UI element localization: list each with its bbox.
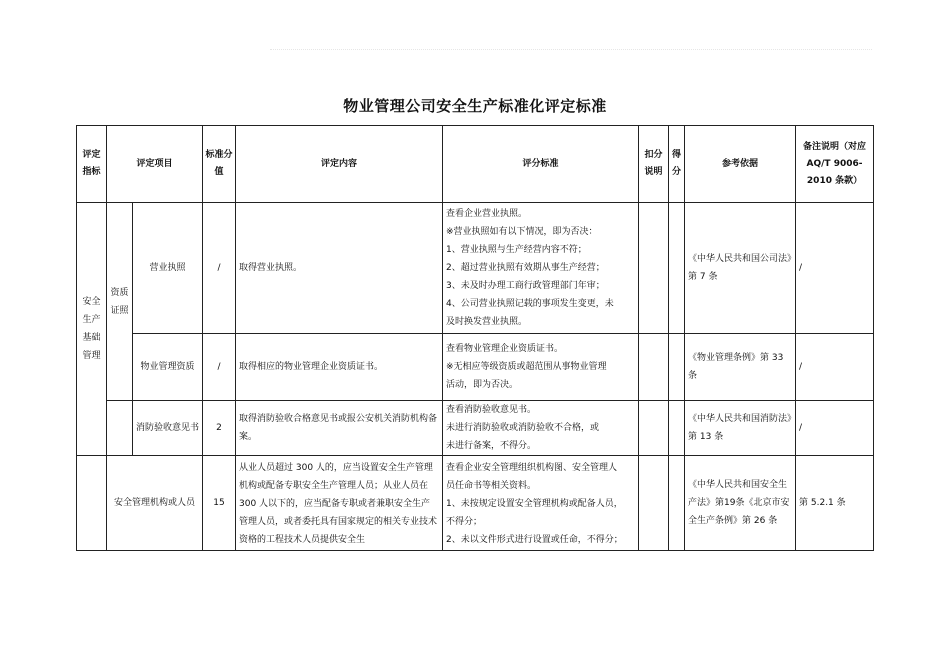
- score-cell: [669, 456, 685, 551]
- remark-cell: 第 5.2.1 条: [796, 456, 874, 551]
- criteria-line: 3、未及时办理工商行政管理部门年审；: [446, 281, 605, 291]
- reference-cell: 《中华人民共和国公司法》第 7 条: [685, 203, 796, 334]
- criteria-line: 及时换发营业执照。: [446, 317, 528, 327]
- criteria-line: 1、营业执照与生产经营内容不符；: [446, 245, 587, 255]
- criteria-cell: [443, 203, 639, 334]
- criteria-line: 不得分；: [446, 517, 483, 527]
- table-row: [77, 401, 874, 456]
- criteria-line: 查看物业管理企业资质证书。: [446, 344, 564, 354]
- criteria-line: 查看企业安全管理组织机构图、安全管理人: [446, 463, 618, 473]
- criteria-line: 4、公司营业执照记载的事项发生变更，未: [446, 299, 614, 309]
- criteria-line: 1、未按规定设置安全管理机构或配备人员，: [446, 499, 623, 509]
- criteria-line: 查看企业营业执照。: [446, 209, 528, 219]
- reference-cell: 《中华人民共和国消防法》第 13 条: [685, 401, 796, 456]
- header-score: 得分: [669, 126, 685, 203]
- blank-cell: [107, 401, 133, 456]
- header-deduct: 扣分说明: [639, 126, 669, 203]
- remark-cell: /: [796, 401, 874, 456]
- content-cell: 取得营业执照。: [236, 203, 443, 334]
- criteria-line: 员任命书等相关资料。: [446, 481, 537, 491]
- header-remark: 备注说明（对应 AQ/T 9006-2010 条款）: [796, 126, 874, 203]
- blank-cell: [77, 456, 107, 551]
- std-score-cell: /: [203, 334, 236, 401]
- table-row: [77, 203, 874, 334]
- header-rule: [270, 49, 872, 50]
- criteria-line: 查看消防验收意见书。: [446, 405, 537, 415]
- criteria-line: 未进行消防验收或消防验收不合格，或: [446, 423, 600, 433]
- header-content: 评定内容: [236, 126, 443, 203]
- item-cell: 消防验收意见书: [133, 401, 203, 456]
- header-std-score: 标准分值: [203, 126, 236, 203]
- item-cell: 安全管理机构或人员: [107, 456, 203, 551]
- content-cell: 从业人员超过 300 人的，应当设置安全生产管理机构或配备专职安全生产管理人员；从业人员在 300 人以下的，应当配备专职或者兼职安全生产管理人员，或者委托具有国家规定的相关专业技术资格的工程技术人员提供安全生: [236, 456, 443, 551]
- deduct-cell: [639, 401, 669, 456]
- criteria-cell: [443, 401, 639, 456]
- reference-cell: 《中华人民共和国安全生产法》第19条《北京市安全生产条例》第 26 条: [685, 456, 796, 551]
- header-item: 评定项目: [107, 126, 203, 203]
- criteria-cell: [443, 334, 639, 401]
- remark-cell: /: [796, 203, 874, 334]
- criteria-cell: [443, 456, 639, 551]
- score-cell: [669, 203, 685, 334]
- reference-cell: 《物业管理条例》第 33 条: [685, 334, 796, 401]
- criteria-line: ※无相应等级资质或超范围从事物业管理: [446, 362, 607, 372]
- table-row: [77, 456, 874, 551]
- sub-indicator-cell: 资质证照: [107, 203, 133, 401]
- criteria-line: 活动，即为否决。: [446, 380, 519, 390]
- criteria-line: 2、未以文件形式进行设置或任命，不得分；: [446, 535, 623, 545]
- table-row: [77, 334, 874, 401]
- indicator-cell: 安全生产基础管理: [77, 203, 107, 456]
- item-cell: 物业管理资质: [133, 334, 203, 401]
- item-cell: 营业执照: [133, 203, 203, 334]
- standards-table: [76, 125, 874, 551]
- content-cell: 取得相应的物业管理企业资质证书。: [236, 334, 443, 401]
- std-score-cell: 15: [203, 456, 236, 551]
- criteria-line: 未进行备案，不得分。: [446, 441, 537, 451]
- header-reference: 参考依据: [685, 126, 796, 203]
- score-cell: [669, 334, 685, 401]
- criteria-line: 2、超过营业执照有效期从事生产经营；: [446, 263, 605, 273]
- score-cell: [669, 401, 685, 456]
- page-title: 物业管理公司安全生产标准化评定标准: [343, 97, 607, 115]
- deduct-cell: [639, 203, 669, 334]
- remark-cell: /: [796, 334, 874, 401]
- header-indicator: 评定指标: [77, 126, 107, 203]
- std-score-cell: 2: [203, 401, 236, 456]
- criteria-line: ※营业执照如有以下情况，即为否决：: [446, 227, 598, 237]
- deduct-cell: [639, 334, 669, 401]
- content-cell: 取得消防验收合格意见书或报公安机关消防机构备案。: [236, 401, 443, 456]
- deduct-cell: [639, 456, 669, 551]
- header-criteria: 评分标准: [443, 126, 639, 203]
- std-score-cell: /: [203, 203, 236, 334]
- table-header-row: [77, 126, 874, 203]
